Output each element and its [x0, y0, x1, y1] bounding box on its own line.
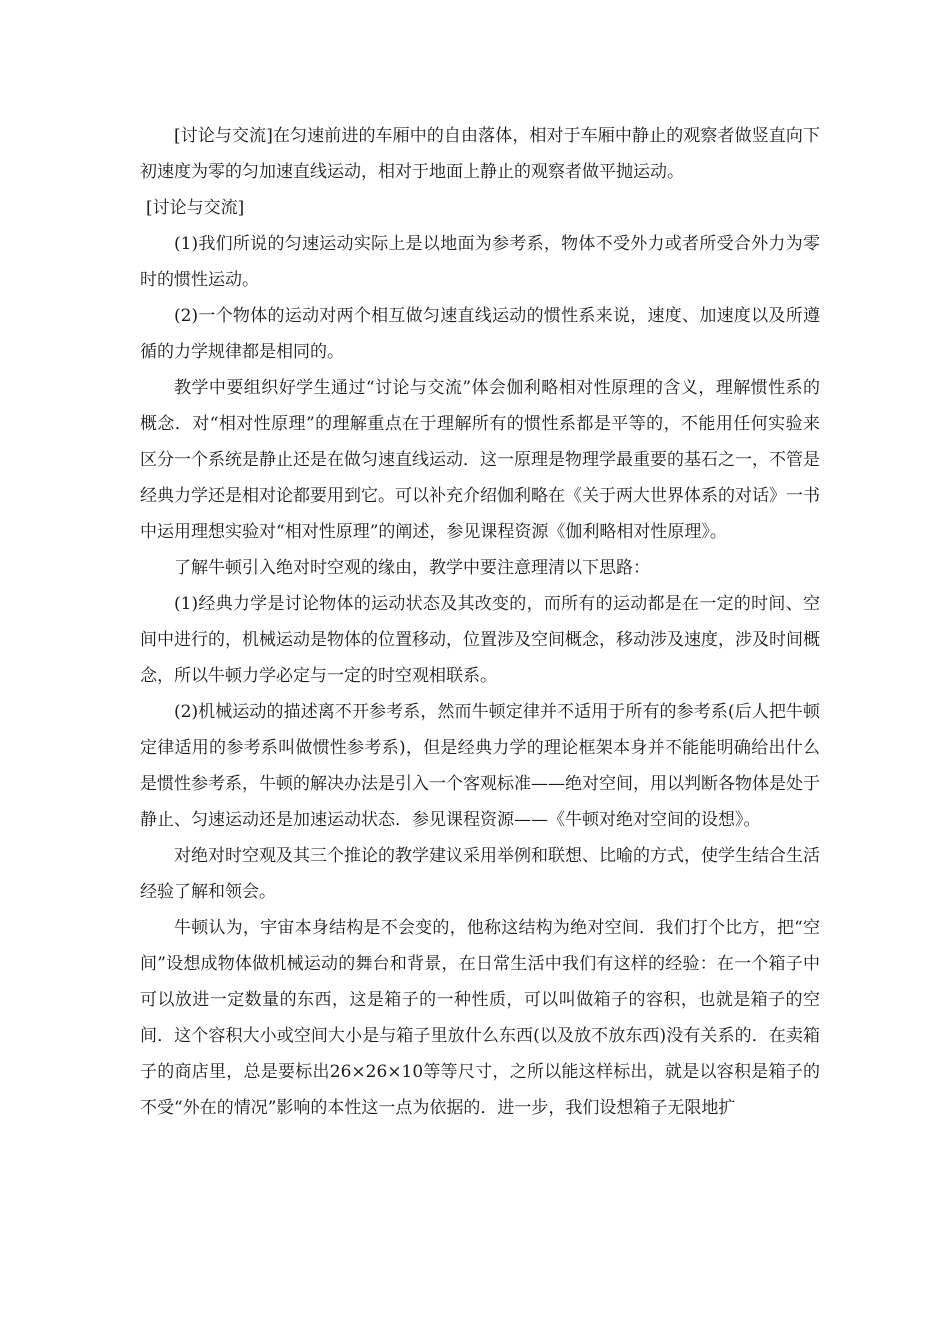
- paragraph-teaching-suggestion: 对绝对时空观及其三个推论的教学建议采用举例和联想、比喻的方式，使学生结合生活经验了解和领会。: [140, 846, 820, 902]
- paragraph-newton-point-1: (1)经典力学是讨论物体的运动状态及其改变的，而所有的运动都是在一定的时间、空间中进行的，机械运动是物体的位置移动，位置涉及空间概念，移动涉及速度，涉及时间概念，所以牛顿力学必定与一定的时空观相联系。: [140, 594, 820, 686]
- paragraph-absolute-space: 牛顿认为，宇宙本身结构是不会变的，他称这结构为绝对空间．我们打个比方，把“空间”设想成物体做机械运动的舞台和背景，在日常生活中我们有这样的经验：在一个箱子中可以放进一定数量的东西，这是箱子的一种性质，可以叫做箱子的容积，也就是箱子的空间．这个容积大小或空间大小是与箱子里放什么东西(以及放不放东西)没有关系的．在卖箱子的商店里，总是要标出26×26×10等等尺寸，之所以能这样标出，就是以容积是箱子的不受“外在的情况”影响的本性这一点为依据的．进一步，我们设想箱子无限地扩: [140, 918, 820, 1118]
- paragraph-point-2: (2)一个物体的运动对两个相互做匀速直线运动的惯性系来说，速度、加速度以及所遵循的力学规律都是相同的。: [140, 306, 820, 362]
- document-body: [140, 118, 820, 1126]
- paragraph-discussion-heading: [讨论与交流]: [146, 198, 245, 218]
- paragraph-newton-point-2: (2)机械运动的描述离不开参考系，然而牛顿定律并不适用于所有的参考系(后人把牛顿定律适用的参考系叫做惯性参考系)，但是经典力学的理论框架本身并不能能明确给出什么是惯性参考系，牛顿的解决办法是引入一个客观标准——绝对空间，用以判断各物体是处于静止、匀速运动还是加速运动状态．参见课程资源——《牛顿对绝对空间的设想》。: [140, 702, 820, 830]
- paragraph-newton-intro: 了解牛顿引入绝对时空观的缘由，教学中要注意理清以下思路：: [174, 558, 650, 578]
- paragraph-point-1: (1)我们所说的匀速运动实际上是以地面为参考系，物体不受外力或者所受合外力为零时的惯性运动。: [140, 234, 820, 290]
- paragraph-discussion-answer: [讨论与交流]在匀速前进的车厢中的自由落体，相对于车厢中静止的观察者做竖直向下初速度为零的匀加速直线运动，相对于地面上静止的观察者做平抛运动。: [140, 126, 820, 182]
- paragraph-teaching-relativity: 教学中要组织好学生通过“讨论与交流”体会伽利略相对性原理的含义，理解惯性系的概念．对“相对性原理”的理解重点在于理解所有的惯性系都是平等的，不能用任何实验来区分一个系统是静止还是在做匀速直线运动．这一原理是物理学最重要的基石之一，不管是经典力学还是相对论都要用到它。可以补充介绍伽利略在《关于两大世界体系的对话》一书中运用理想实验对“相对性原理”的阐述，参见课程资源《伽利略相对性原理》。: [140, 378, 820, 542]
